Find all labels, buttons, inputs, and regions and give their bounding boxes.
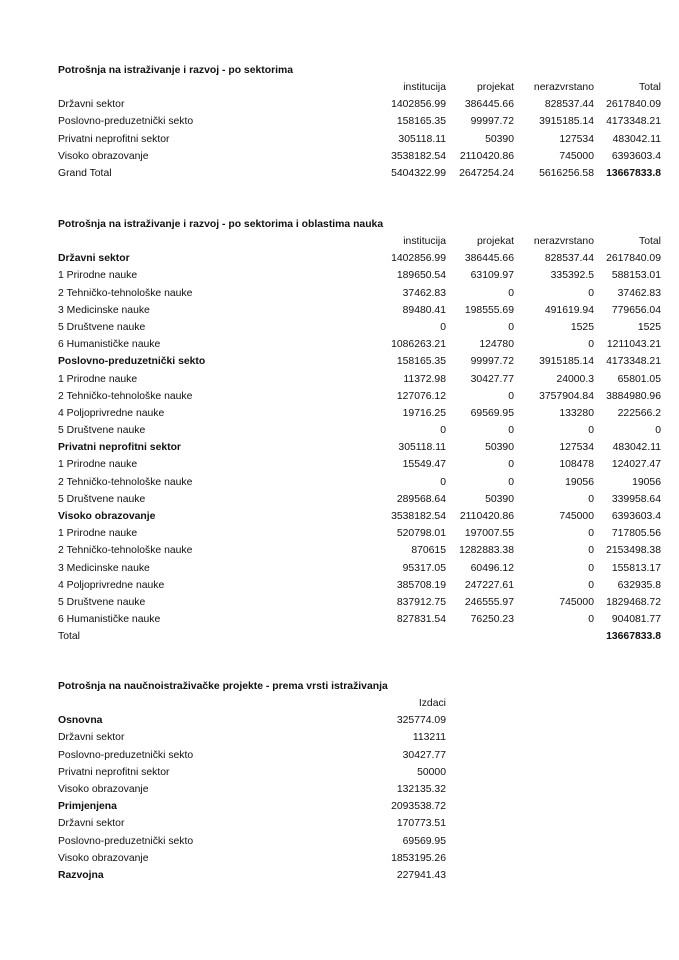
cell-projekat: 2110420.86 — [459, 511, 514, 522]
table-row — [58, 439, 661, 456]
table-row — [58, 560, 661, 577]
header-projekat: projekat — [477, 236, 514, 247]
cell-nerazvrstano: 108478 — [559, 459, 594, 471]
cell-projekat: 50390 — [485, 493, 514, 505]
row-label: Privatni neprofitni sektor — [58, 766, 170, 778]
cell-izdaci: 227941.43 — [396, 869, 446, 881]
cell-nerazvrstano: 3915185.14 — [539, 116, 594, 128]
cell-total: 6393603.4 — [611, 511, 661, 522]
cell-izdaci: 113211 — [412, 732, 446, 744]
table-row — [58, 353, 661, 370]
table-row — [58, 422, 661, 439]
cell-nerazvrstano: 133280 — [559, 407, 594, 419]
row-label: Poslovno-preduzetnički sekto — [58, 116, 194, 128]
table-row — [58, 798, 446, 815]
cell-total: 588153.01 — [611, 270, 661, 282]
cell-total: 19056 — [632, 476, 661, 488]
table-row — [58, 113, 661, 130]
cell-institucija: 289568.64 — [396, 493, 446, 505]
cell-projekat: 0 — [508, 287, 514, 299]
table-row — [58, 747, 446, 764]
cell-total: 13667833.8 — [606, 167, 661, 179]
cell-total: 222566.2 — [617, 407, 661, 419]
cell-total: 1525 — [637, 321, 661, 333]
cell-izdaci: 30427.77 — [402, 749, 446, 761]
cell-projekat: 99997.72 — [470, 356, 514, 368]
cell-total: 483042.11 — [612, 133, 661, 145]
cell-projekat: 63109.97 — [470, 270, 514, 282]
cell-institucija: 95317.05 — [402, 562, 446, 574]
header-institucija: institucija — [403, 236, 446, 247]
cell-institucija: 158165.35 — [396, 356, 446, 368]
table-row — [58, 131, 661, 148]
cell-projekat: 0 — [508, 459, 514, 471]
row-label: 5 Društvene nauke — [58, 493, 146, 505]
cell-izdaci: 170773.51 — [396, 818, 446, 830]
cell-total: 6393603.4 — [611, 150, 661, 162]
section-by-sector — [58, 62, 661, 182]
cell-nerazvrstano: 3757904.84 — [539, 390, 594, 402]
cell-institucija: 37462.83 — [402, 287, 446, 299]
cell-nerazvrstano: 491619.94 — [544, 304, 594, 316]
row-label: Privatni neprofitni sektor — [58, 442, 181, 454]
table-row — [58, 267, 661, 284]
row-label: Poslovno-preduzetnički sekto — [58, 835, 194, 847]
section-title: Potrošnja na istraživanje i razvoj - po sektorima i oblastima nauka — [58, 219, 384, 230]
cell-nerazvrstano: 0 — [588, 579, 594, 591]
cell-institucija: 89480.41 — [402, 304, 446, 316]
cell-total: 2617840.09 — [606, 99, 661, 111]
table-row — [58, 319, 661, 336]
cell-nerazvrstano: 0 — [588, 562, 594, 574]
cell-nerazvrstano: 127534 — [559, 442, 594, 454]
section-title: Potrošnja na istraživanje i razvoj - po sektorima — [58, 65, 294, 76]
cell-institucija: 127076.12 — [396, 390, 446, 402]
cell-nerazvrstano: 0 — [588, 493, 594, 505]
cell-total: 1829468.72 — [606, 596, 661, 608]
cell-nerazvrstano: 3915185.14 — [539, 356, 594, 368]
table-row — [58, 850, 446, 867]
cell-nerazvrstano: 127534 — [559, 133, 594, 145]
header-total: Total — [639, 236, 661, 247]
table-row — [58, 336, 661, 353]
table-row — [58, 577, 661, 594]
cell-nerazvrstano: 0 — [588, 528, 594, 540]
table-row — [58, 764, 446, 781]
cell-institucija: 520798.01 — [396, 528, 446, 540]
cell-projekat: 198555.69 — [464, 304, 514, 316]
row-label: 4 Poljoprivredne nauke — [58, 579, 165, 591]
row-label: 2 Tehničko-tehnološke nauke — [58, 476, 193, 488]
table-row — [58, 781, 446, 798]
cell-total: 155813.17 — [611, 562, 661, 574]
cell-total: 13667833.8 — [606, 631, 661, 643]
header-nerazvrstano: nerazvrstano — [533, 82, 594, 93]
cell-institucija: 15549.47 — [402, 459, 446, 471]
cell-nerazvrstano: 0 — [588, 614, 594, 626]
cell-nerazvrstano: 24000.3 — [556, 373, 594, 385]
cell-izdaci: 2093538.72 — [391, 801, 446, 813]
cell-projekat: 30427.77 — [470, 373, 514, 385]
row-label: 1 Prirodne nauke — [58, 270, 138, 282]
cell-institucija: 1402856.99 — [391, 253, 446, 265]
row-label: 1 Prirodne nauke — [58, 528, 138, 540]
cell-institucija: 158165.35 — [396, 116, 446, 128]
row-label: 6 Humanističke nauke — [58, 614, 161, 626]
cell-nerazvrstano: 1525 — [570, 321, 594, 333]
table-row — [58, 611, 661, 628]
table-row — [58, 833, 446, 850]
header-projekat: projekat — [477, 82, 514, 93]
cell-projekat: 1282883.38 — [459, 545, 514, 557]
row-label: 3 Medicinske nauke — [58, 562, 150, 574]
row-label: 1 Prirodne nauke — [58, 459, 138, 471]
row-label: 5 Društvene nauke — [58, 596, 146, 608]
table-row — [58, 474, 661, 491]
cell-total: 632935.8 — [617, 579, 661, 591]
table-row — [58, 542, 661, 559]
header-nerazvrstano: nerazvrstano — [533, 236, 594, 247]
cell-total: 717805.56 — [611, 528, 661, 540]
cell-nerazvrstano: 19056 — [565, 476, 594, 488]
cell-total: 0 — [655, 425, 661, 437]
cell-izdaci: 325774.09 — [396, 715, 446, 727]
cell-total: 483042.11 — [612, 442, 661, 454]
row-label: Državni sektor — [58, 253, 130, 265]
table-row — [58, 96, 661, 113]
cell-total: 37462.83 — [617, 287, 661, 299]
row-label: 5 Društvene nauke — [58, 321, 146, 333]
cell-nerazvrstano: 0 — [588, 425, 594, 437]
cell-institucija: 5404322.99 — [391, 167, 446, 179]
cell-nerazvrstano: 745000 — [559, 150, 594, 162]
cell-nerazvrstano: 745000 — [559, 511, 594, 522]
cell-nerazvrstano: 0 — [588, 287, 594, 299]
cell-projekat: 60496.12 — [470, 562, 514, 574]
cell-institucija: 305118.11 — [398, 442, 446, 454]
cell-institucija: 827831.54 — [396, 614, 446, 626]
cell-total: 779656.04 — [611, 304, 661, 316]
cell-total: 339958.64 — [611, 493, 661, 505]
cell-total: 904081.77 — [611, 614, 661, 626]
table-row — [58, 405, 661, 422]
row-label: 1 Prirodne nauke — [58, 373, 138, 385]
cell-izdaci: 1853195.26 — [391, 852, 446, 864]
section-title: Potrošnja na naučnoistraživačke projekte - prema vrsti istraživanja — [58, 681, 388, 692]
table-row — [58, 388, 661, 405]
table-row — [58, 712, 446, 729]
row-label: Grand Total — [58, 167, 112, 179]
cell-institucija: 3538182.54 — [391, 511, 446, 522]
table-row — [58, 508, 661, 525]
header-row — [58, 233, 661, 250]
table-row — [58, 815, 446, 832]
row-label: 6 Humanističke nauke — [58, 339, 161, 351]
row-label: Osnovna — [58, 715, 103, 727]
cell-nerazvrstano: 0 — [588, 339, 594, 351]
row-label: Visoko obrazovanje — [58, 852, 149, 864]
cell-total: 2617840.09 — [606, 253, 661, 265]
cell-izdaci: 132135.32 — [396, 783, 446, 795]
cell-projekat: 386445.66 — [464, 99, 514, 111]
row-label: Total — [58, 631, 80, 643]
cell-projekat: 246555.97 — [464, 596, 514, 608]
cell-projekat: 197007.55 — [464, 528, 514, 540]
cell-nerazvrstano: 0 — [588, 545, 594, 557]
cell-nerazvrstano: 745000 — [559, 596, 594, 608]
table-row — [58, 525, 661, 542]
cell-izdaci: 50000 — [417, 766, 446, 778]
cell-institucija: 19716.25 — [402, 407, 446, 419]
cell-izdaci: 69569.95 — [402, 835, 446, 847]
cell-projekat: 124780 — [479, 339, 514, 351]
row-label: Državni sektor — [58, 818, 125, 830]
cell-nerazvrstano: 828537.44 — [544, 253, 594, 265]
cell-institucija: 837912.75 — [396, 596, 446, 608]
cell-institucija: 0 — [440, 321, 446, 333]
row-label: 3 Medicinske nauke — [58, 304, 150, 316]
cell-total: 4173348.21 — [606, 356, 661, 368]
cell-projekat: 50390 — [485, 133, 514, 145]
cell-projekat: 69569.95 — [470, 407, 514, 419]
cell-nerazvrstano: 335392.5 — [550, 270, 594, 282]
cell-total: 2153498.38 — [606, 545, 661, 557]
row-label: Poslovno-preduzetnički sekto — [58, 749, 194, 761]
row-label: Razvojna — [58, 869, 104, 881]
cell-nerazvrstano: 828537.44 — [544, 99, 594, 111]
row-label: Visoko obrazovanje — [58, 150, 149, 162]
cell-institucija: 0 — [440, 476, 446, 488]
cell-projekat: 50390 — [485, 442, 514, 454]
cell-projekat: 247227.61 — [464, 579, 514, 591]
cell-institucija: 870615 — [411, 545, 446, 557]
row-label: 2 Tehničko-tehnološke nauke — [58, 287, 193, 299]
row-label: Visoko obrazovanje — [58, 783, 149, 795]
cell-projekat: 386445.66 — [464, 253, 514, 265]
row-label: 5 Društvene nauke — [58, 425, 146, 437]
cell-total: 65801.05 — [617, 373, 661, 385]
row-label: Državni sektor — [58, 732, 125, 744]
cell-total: 124027.47 — [611, 459, 661, 471]
cell-institucija: 1402856.99 — [391, 99, 446, 111]
row-label: 2 Tehničko-tehnološke nauke — [58, 545, 193, 557]
table-row — [58, 594, 661, 611]
header-institucija: institucija — [403, 82, 446, 93]
table-row — [58, 285, 661, 302]
cell-institucija: 11372.98 — [403, 373, 446, 385]
header-row — [58, 79, 661, 96]
cell-total: 4173348.21 — [606, 116, 661, 128]
row-label: Poslovno-preduzetnički sekto — [58, 356, 206, 368]
header-total: Total — [639, 82, 661, 93]
cell-projekat: 0 — [508, 425, 514, 437]
header-izdaci: Izdaci — [418, 698, 446, 709]
cell-projekat: 2647254.24 — [459, 167, 514, 179]
row-label: 2 Tehničko-tehnološke nauke — [58, 390, 193, 402]
cell-projekat: 99997.72 — [470, 116, 514, 128]
table-row — [58, 302, 661, 319]
cell-institucija: 189650.54 — [396, 270, 446, 282]
table-row — [58, 867, 446, 884]
table-row — [58, 371, 661, 388]
cell-institucija: 3538182.54 — [391, 150, 446, 162]
row-label: Visoko obrazovanje — [58, 511, 156, 522]
cell-institucija: 1086263.21 — [391, 339, 446, 351]
cell-total: 1211043.21 — [606, 339, 661, 351]
row-label: Privatni neprofitni sektor — [58, 133, 170, 145]
table-row — [58, 456, 661, 473]
table-row — [58, 165, 661, 182]
cell-projekat: 0 — [508, 321, 514, 333]
cell-nerazvrstano: 5616256.58 — [539, 167, 594, 179]
cell-total: 3884980.96 — [606, 390, 661, 402]
table-row — [58, 250, 661, 267]
header-row — [58, 695, 446, 712]
cell-institucija: 385708.19 — [396, 579, 446, 591]
cell-institucija: 305118.11 — [398, 133, 446, 145]
table-row — [58, 628, 661, 645]
row-label: 4 Poljoprivredne nauke — [58, 407, 165, 419]
row-label: Primjenjena — [58, 801, 117, 813]
cell-projekat: 0 — [508, 476, 514, 488]
row-label: Državni sektor — [58, 99, 125, 111]
section-by-sector-and-field — [58, 216, 661, 646]
table-row — [58, 729, 446, 746]
cell-projekat: 2110420.86 — [459, 150, 514, 162]
section-by-research-type — [58, 678, 446, 884]
cell-institucija: 0 — [440, 425, 446, 437]
table-row — [58, 148, 661, 165]
cell-projekat: 76250.23 — [470, 614, 514, 626]
cell-projekat: 0 — [508, 390, 514, 402]
table-row — [58, 491, 661, 508]
